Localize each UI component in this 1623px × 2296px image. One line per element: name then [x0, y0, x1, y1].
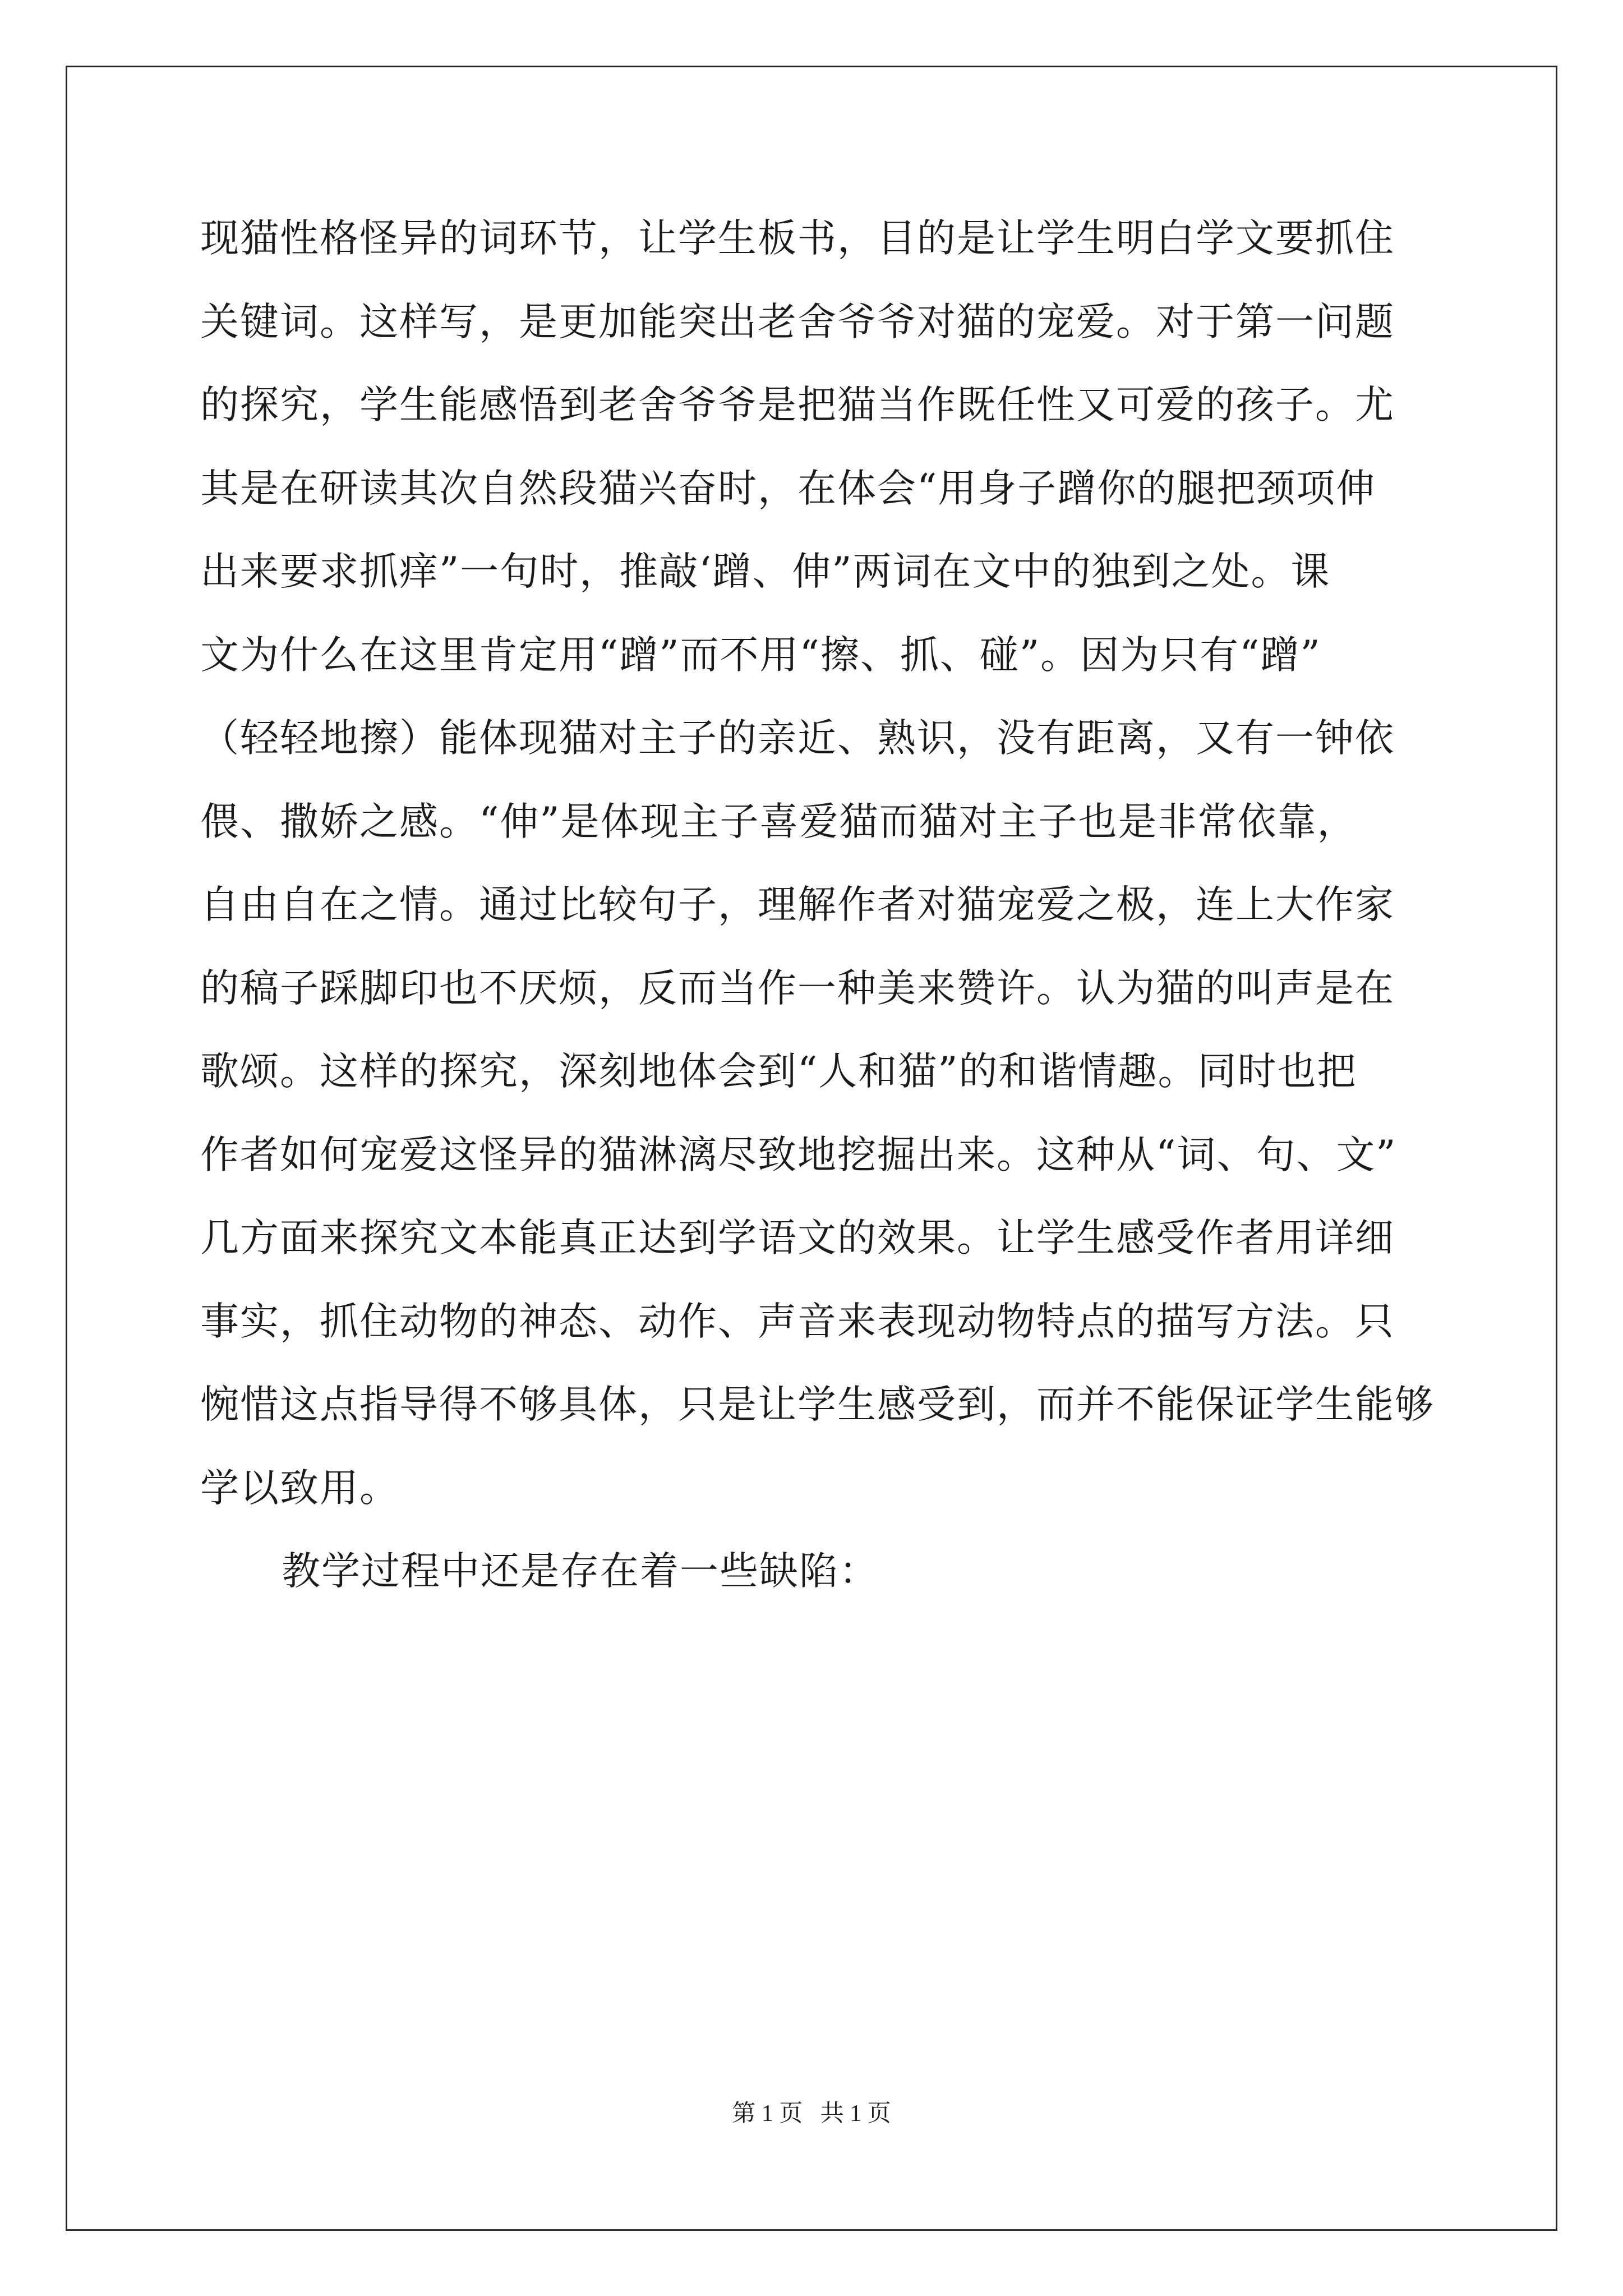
text-line: 现猫性格怪异的词环节，让学生板书，目的是让学生明白学文要抓住	[200, 216, 1395, 261]
text-line: 出来要求抓痒”一句时，推敲‘蹭、伸”两词在文中的独到之处。课	[200, 549, 1331, 594]
text-line: 作者如何宠爱这怪异的猫淋漓尽致地挖掘出来。这种从“词、句、文”	[200, 1133, 1397, 1177]
text-line: 的探究，学生能感悟到老舍爷爷是把猫当作既任性又可爱的孩子。尤	[200, 383, 1395, 427]
text-line: 文为什么在这里肯定用“蹭”而不用“擦、抓、碰”。因为只有“蹭”	[200, 633, 1321, 678]
text-line: 的稿子踩脚印也不厌烦，反而当作一种美来赞许。认为猫的叫声是在	[200, 966, 1395, 1011]
text-line: 关键词。这样写，是更加能突出老舍爷爷对猫的宠爱。对于第一问题	[200, 300, 1395, 344]
text-line: 歌颂。这样的探究，深刻地体会到“人和猫”的和谐情趣。同时也把	[200, 1049, 1357, 1094]
page-number-footer: 第 1 页 共 1 页	[732, 2101, 891, 2127]
text-line: 学以致用。	[200, 1466, 399, 1511]
text-line: 事实，抓住动物的神态、动作、声音来表现动物特点的描写方法。只	[200, 1299, 1395, 1344]
paragraph-text: 教学过程中还是存在着一些缺陷：	[282, 1549, 879, 1594]
text-line: 几方面来探究文本能真正达到学语文的效果。让学生感受作者用详细	[200, 1216, 1395, 1260]
text-line: 偎、撒娇之感。“伸”是体现主子喜爱猫而猫对主子也是非常依靠，	[200, 799, 1357, 844]
text-line: 惋惜这点指导得不够具体，只是让学生感受到，而并不能保证学生能够	[200, 1382, 1435, 1427]
text-line: 其是在研读其次自然段猫兴奋时，在体会“用身子蹭你的腿把颈项伸	[200, 466, 1376, 511]
text-line: 自由自在之情。通过比较句子，理解作者对猫宠爱之极，连上大作家	[200, 882, 1395, 927]
text-line: （轻轻地擦）能体现猫对主子的亲近、熟识，没有距离，又有一钟依	[200, 716, 1395, 761]
